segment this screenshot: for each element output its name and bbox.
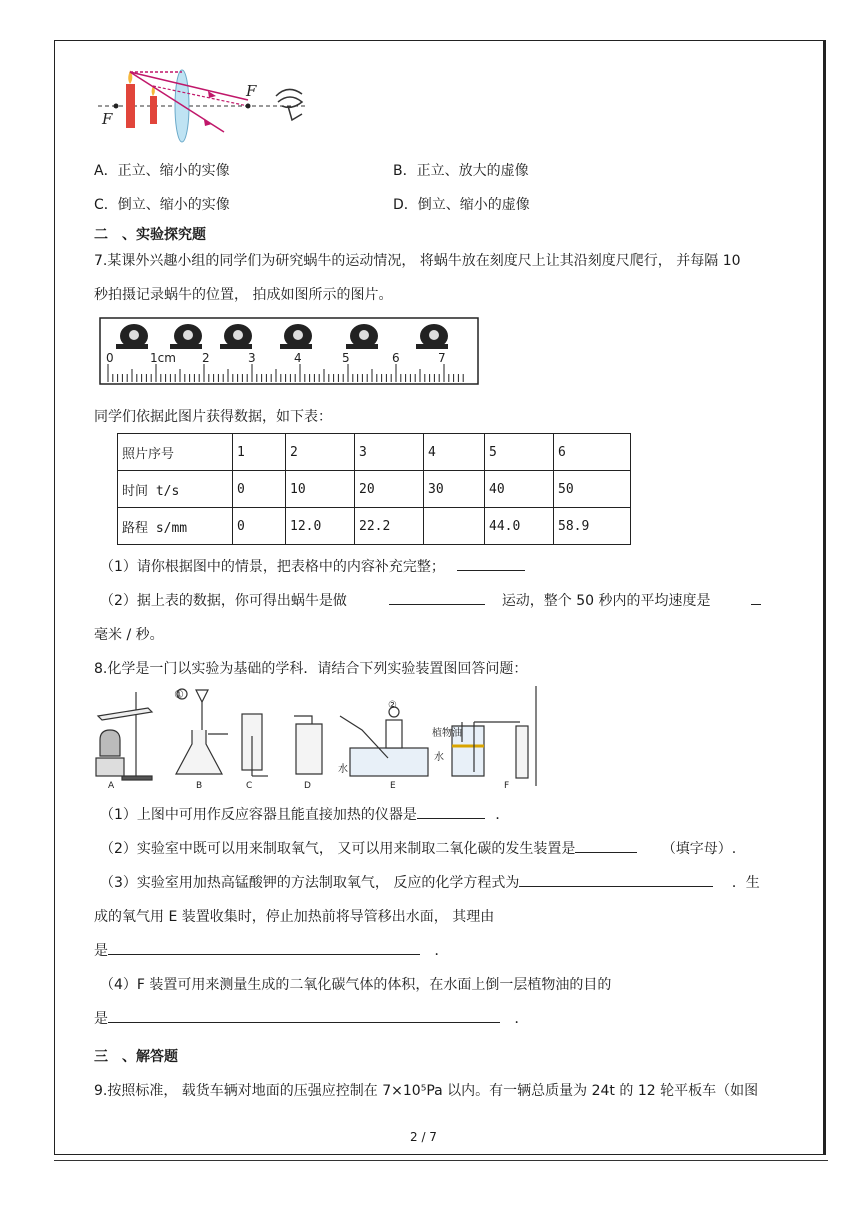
table-cell: 时间 t/s: [118, 471, 233, 508]
focus-left-label: F: [102, 110, 113, 128]
q8-sub4-line2-end: ．: [514, 1011, 529, 1027]
ruler-num: 2: [202, 351, 210, 365]
q8-sub1: [100, 804, 509, 824]
q8-sub4: （4）F 装置可用来测量生成的二氧化碳气体的体积，在水面上倒一层植物油的目的: [100, 977, 612, 993]
ruler-num: 4: [294, 351, 302, 365]
convex-lens-diagram: [96, 66, 312, 148]
table-cell: 照片序号: [118, 434, 233, 471]
table-cell: 20: [355, 471, 424, 508]
q8-stem: 8.化学是一门以实验为基础的学科．请结合下列实验装置图回答问题：: [94, 661, 528, 677]
table-row: [118, 434, 631, 471]
answer-blank: [575, 838, 637, 853]
option-a: A．正立、缩小的实像: [94, 163, 230, 179]
table-cell: 0: [233, 508, 286, 545]
table-cell: 0: [233, 471, 286, 508]
table-cell: 50: [554, 471, 631, 508]
q7-table-intro: 同学们依据此图片获得数据，如下表：: [94, 409, 332, 425]
lab-apparatus-image: [92, 686, 540, 790]
answer-blank: [108, 1008, 500, 1023]
q7-sub2-c: 毫米 / 秒。: [94, 627, 164, 643]
table-cell: 22.2: [355, 508, 424, 545]
q8-sub1-text: （1）上图中可用作反应容器且能直接加热的仪器是: [100, 807, 417, 823]
q8-sub3-end: ．生: [731, 875, 760, 891]
ruler-num: 5: [342, 351, 350, 365]
apparatus-label: D: [304, 781, 311, 790]
table-cell: 6: [554, 434, 631, 471]
apparatus-label: B: [196, 781, 203, 790]
answer-blank: [389, 590, 485, 605]
table-cell: 44.0: [485, 508, 554, 545]
option-d: D．倒立、缩小的虚像: [393, 197, 530, 213]
table-cell: 30: [424, 471, 485, 508]
focus-right-label: F: [246, 82, 257, 100]
ruler-num: 0: [106, 351, 114, 365]
q8-sub4-line2: [94, 1008, 528, 1028]
table-row: [118, 508, 631, 545]
q7-line2: 秒拍摄记录蜗牛的位置， 拍成如图所示的图片。: [94, 287, 393, 303]
water-label: 水: [338, 764, 348, 775]
option-b: B．正立、放大的虚像: [393, 163, 529, 179]
snail-ruler-image: [98, 316, 484, 388]
table-cell: 40: [485, 471, 554, 508]
snail-data-table: [117, 433, 631, 545]
ruler-num: 6: [392, 351, 400, 365]
table-cell: 路程 s/mm: [118, 508, 233, 545]
apparatus-label: C: [246, 781, 253, 790]
oil-label: 植物油: [432, 728, 462, 739]
ruler-num: 3: [248, 351, 256, 365]
answer-blank: [417, 804, 485, 819]
q9-line1: 9.按照标准， 载货车辆对地面的压强应控制在 7×10⁵Pa 以内。有一辆总质量为 24t 的 12 轮平板车（如图: [94, 1083, 759, 1099]
ruler-num: 7: [438, 351, 446, 365]
q7-sub2-a: （2）据上表的数据，你可得出蜗牛是做: [100, 593, 347, 609]
answer-blank: [519, 872, 713, 887]
q8-sub1-end: ．: [495, 807, 510, 823]
ruler-num: 1cm: [150, 351, 176, 365]
section-2-title: 二 、实验探究题: [94, 227, 206, 243]
water-label-f: 水: [434, 752, 444, 763]
table-cell: 2: [286, 434, 355, 471]
apparatus-label: F: [504, 781, 510, 790]
option-c: C．倒立、缩小的实像: [94, 197, 230, 213]
table-row: [118, 471, 631, 508]
q7-sub1: [100, 556, 525, 576]
q8-sub3-line3-text: 是: [94, 943, 108, 959]
table-cell: 1: [233, 434, 286, 471]
candle-small: [150, 96, 157, 124]
candle-large: [126, 84, 135, 128]
q7-sub1-text: （1）请你根据图中的情景，把表格中的内容补充完整；: [100, 559, 445, 575]
q8-sub2-end: （填字母）.: [661, 841, 737, 857]
footer-divider: [54, 1160, 828, 1161]
q8-sub3-line3-end: ．: [434, 943, 449, 959]
marker-1: ①: [174, 688, 184, 701]
table-cell-blank: [424, 508, 485, 545]
q7-sub2-b: 运动，整个 50 秒内的平均速度是: [501, 593, 711, 609]
apparatus-label: E: [390, 781, 396, 790]
q8-sub3-line2: 成的氧气用 E 装置收集时，停止加热前将导管移出水面， 其理由: [94, 909, 495, 925]
table-cell: 12.0: [286, 508, 355, 545]
marker-2: ②: [388, 700, 397, 711]
table-cell: 3: [355, 434, 424, 471]
table-cell: 58.9: [554, 508, 631, 545]
q8-sub3-line3: [94, 940, 448, 960]
table-cell: 4: [424, 434, 485, 471]
q8-sub2-text: （2）实验室中既可以用来制取氧气， 又可以用来制取二氧化碳的发生装置是: [100, 841, 576, 857]
answer-blank: [108, 940, 420, 955]
section-3-title: 三 、解答题: [94, 1049, 178, 1065]
q8-sub2: [100, 838, 736, 858]
q7-sub2: [100, 590, 800, 610]
table-cell: 10: [286, 471, 355, 508]
q8-sub3-text: （3）实验室用加热高锰酸钾的方法制取氧气， 反应的化学方程式为: [100, 875, 520, 891]
q8-sub3: [100, 872, 760, 892]
answer-blank: [751, 590, 761, 605]
answer-blank: [457, 556, 525, 571]
page-number: 2 / 7: [410, 1130, 437, 1144]
table-cell: 5: [485, 434, 554, 471]
q7-line1: 7.某课外兴趣小组的同学们为研究蜗牛的运动情况， 将蜗牛放在刻度尺上让其沿刻度尺爬行， 并每隔 10: [94, 253, 741, 269]
apparatus-label: A: [108, 781, 115, 790]
q8-sub4-line2-text: 是: [94, 1011, 108, 1027]
